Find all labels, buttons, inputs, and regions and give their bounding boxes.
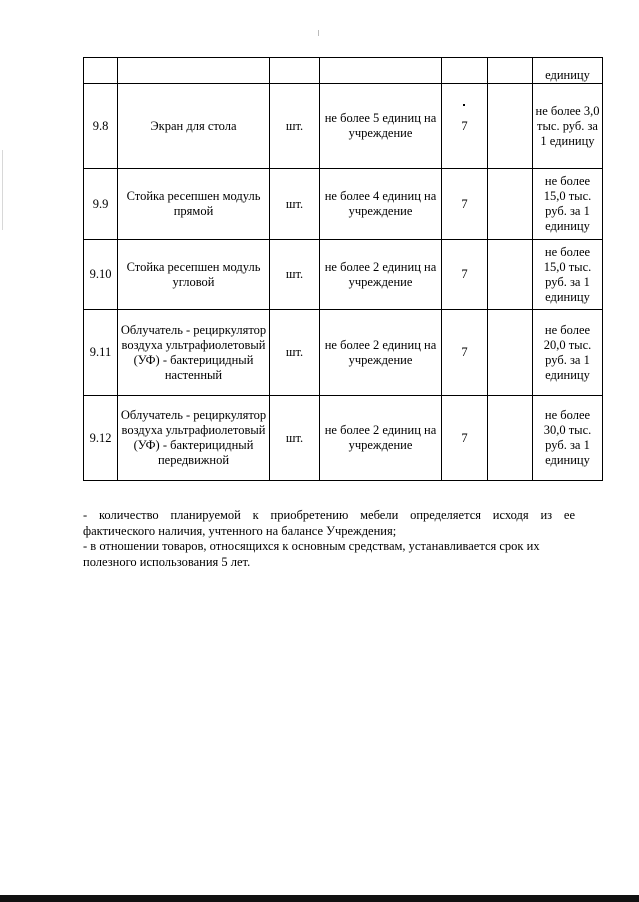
cell-number: 9.10 [84,240,118,310]
cell-col6 [488,310,533,396]
cell-col5 [442,58,488,84]
cell-name: Экран для стола [118,84,270,169]
cell-col6 [488,169,533,240]
cell-number [84,58,118,84]
cell-unit [270,58,320,84]
table-row [84,169,603,240]
cell-name [118,58,270,84]
scan-bottom-bar [0,895,639,902]
cell-col5: 7 [442,240,488,310]
cell-col5: 7 [442,396,488,481]
table-row [84,84,603,169]
table-row [84,58,603,84]
cell-number: 9.12 [84,396,118,481]
cell-norm: не более 2 единиц на учреждение [320,310,442,396]
cell-unit: шт. [270,240,320,310]
cell-price: не более 30,0 тыс. руб. за 1 единицу [533,396,603,481]
cell-norm: не более 2 единиц на учреждение [320,396,442,481]
notes-block [83,508,575,570]
cell-number: 9.9 [84,169,118,240]
cell-col6 [488,84,533,169]
cell-norm: не более 5 единиц на учреждение [320,84,442,169]
cell-name: Стойка ресепшен модуль угловой [118,240,270,310]
note-line: - в отношении товаров, относящихся к основным средствам, устанавливается срок их [83,539,540,553]
cell-col5: 7 [442,310,488,396]
cell-price: не более 15,0 тыс. руб. за 1 единицу [533,169,603,240]
cell-col6 [488,396,533,481]
cell-price: не более 20,0 тыс. руб. за 1 единицу [533,310,603,396]
scan-edge-mark [2,150,3,230]
cell-name: Стойка ресепшен модуль прямой [118,169,270,240]
cell-name: Облучатель - рециркулятор воздуха ультрафиолетовый (УФ) - бактерицидный настенный [118,310,270,396]
cell-col6 [488,240,533,310]
note-line: - количество планируемой к приобретению мебели определяется исходя из ее [83,508,575,522]
norms-table [83,57,603,481]
cell-unit: шт. [270,396,320,481]
table-row [84,310,603,396]
note-line: фактического наличия, учтенного на балансе Учреждения; [83,523,397,538]
cell-unit: шт. [270,310,320,396]
cell-unit: шт. [270,169,320,240]
cell-unit: шт. [270,84,320,169]
cell-price: не более 3,0 тыс. руб. за 1 единицу [533,84,603,169]
cell-price: не более 15,0 тыс. руб. за 1 единицу [533,240,603,310]
cell-name: Облучатель - рециркулятор воздуха ультрафиолетовый (УФ) - бактерицидный передвижной [118,396,270,481]
cell-norm: не более 4 единиц на учреждение [320,169,442,240]
cell-col6 [488,58,533,84]
cell-col5: 7 [442,84,488,169]
cell-number: 9.8 [84,84,118,169]
cell-norm: не более 2 единиц на учреждение [320,240,442,310]
cell-norm [320,58,442,84]
scan-top-mark [318,30,319,36]
note-line: полезного использования 5 лет. [83,554,251,569]
table-row [84,240,603,310]
table-row [84,396,603,481]
cell-number: 9.11 [84,310,118,396]
cell-price: единицу [533,58,603,84]
cell-col5: 7 [442,169,488,240]
